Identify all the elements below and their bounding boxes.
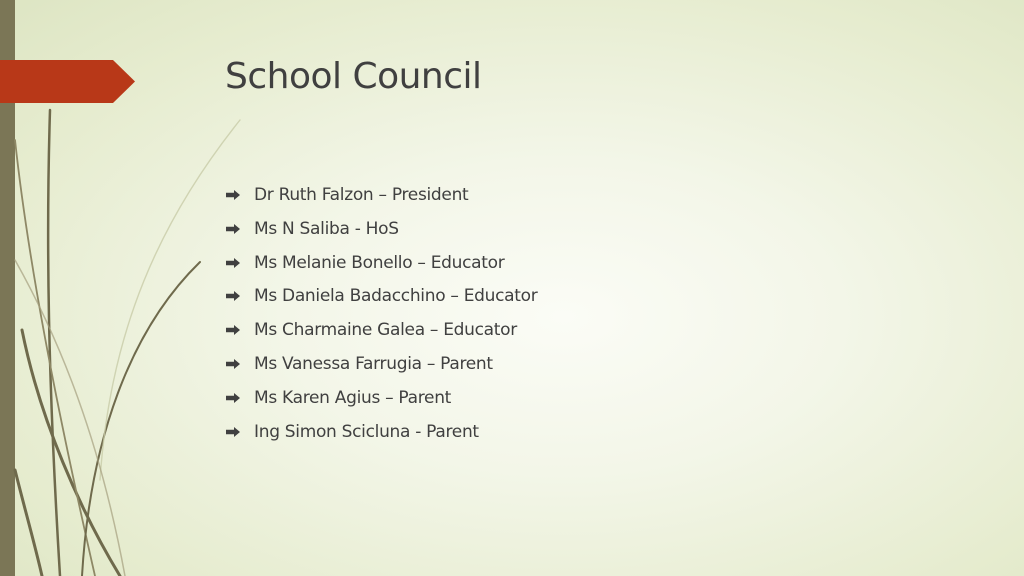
arrow-right-icon bbox=[226, 325, 240, 335]
list-item bbox=[225, 313, 537, 347]
accent-arrow-shape bbox=[0, 60, 135, 103]
arrow-right-icon bbox=[226, 224, 240, 234]
list-item bbox=[225, 381, 537, 415]
arrow-right-icon bbox=[226, 258, 240, 268]
member-name: Ms Daniela Badacchino – Educator bbox=[254, 286, 538, 307]
member-name: Ms Melanie Bonello – Educator bbox=[254, 252, 505, 273]
list-item bbox=[225, 347, 537, 381]
list-item bbox=[225, 178, 537, 212]
arrow-right-icon bbox=[226, 291, 240, 301]
member-name: Ms Vanessa Farrugia – Parent bbox=[254, 353, 493, 374]
member-name: Ms Karen Agius – Parent bbox=[254, 387, 452, 408]
arrow-right-icon bbox=[226, 359, 240, 369]
member-name: Ms Charmaine Galea – Educator bbox=[254, 320, 517, 341]
list-item bbox=[225, 415, 537, 449]
list-item bbox=[225, 246, 537, 280]
member-name: Ms N Saliba - HoS bbox=[254, 218, 399, 239]
council-member-list bbox=[225, 178, 537, 448]
arrow-right-icon bbox=[226, 393, 240, 403]
list-item bbox=[225, 212, 537, 246]
member-name: Dr Ruth Falzon – President bbox=[254, 185, 469, 205]
arrow-right-icon bbox=[226, 190, 240, 200]
slide-title: School Council bbox=[225, 56, 482, 97]
member-name: Ing Simon Scicluna - Parent bbox=[254, 421, 479, 442]
list-item bbox=[225, 279, 537, 313]
arrow-right-icon bbox=[226, 427, 240, 437]
